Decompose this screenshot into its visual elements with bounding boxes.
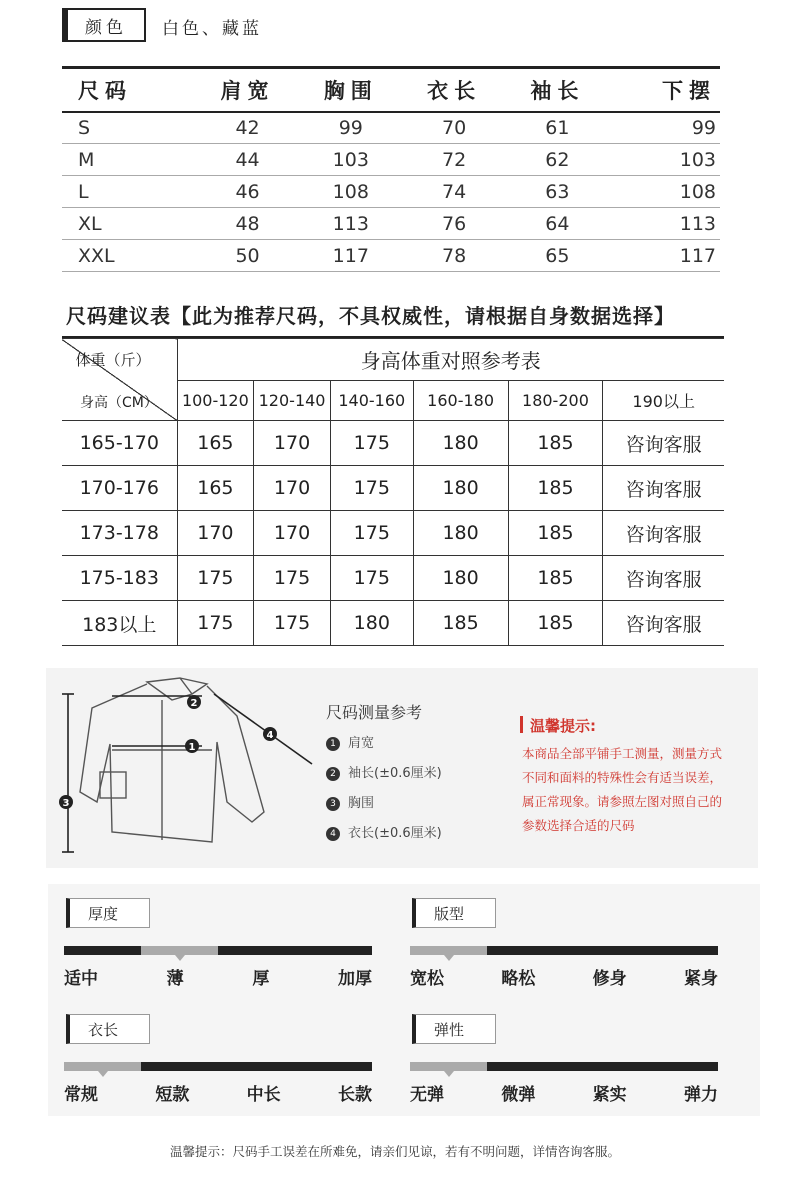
table-row [62, 601, 724, 646]
attr-options [410, 964, 718, 989]
table-cell: 50 [196, 240, 299, 272]
height-range: 165-170 [62, 421, 177, 466]
height-range: 183以上 [62, 601, 177, 646]
num-4-icon: 4 [326, 827, 340, 841]
table-cell: 180 [330, 601, 413, 646]
table-cell: 180 [413, 556, 508, 601]
table-cell: 185 [508, 511, 603, 556]
attr-option: 厚 [252, 969, 270, 989]
table-cell: 175 [330, 556, 413, 601]
header-hem: 下摆 [609, 68, 720, 112]
table-cell: 咨询客服 [603, 601, 724, 646]
table-row [62, 466, 724, 511]
diagram-num-3: 3 [62, 798, 70, 809]
num-1-icon: 1 [326, 737, 340, 751]
height-range: 173-178 [62, 511, 177, 556]
table-cell: 185 [508, 556, 603, 601]
table-cell: 180 [413, 511, 508, 556]
table-cell: 咨询客服 [603, 556, 724, 601]
attr-options [410, 1080, 718, 1105]
footer-note: 温馨提示：尺码手工误差在所难免，请亲们见谅，若有不明问题，详情咨询客服。 [169, 1144, 620, 1159]
attr-label: 衣长 [66, 1014, 150, 1044]
height-range: 175-183 [62, 556, 177, 601]
size-table [62, 66, 720, 272]
table-cell: 180 [413, 466, 508, 511]
table-cell: 165 [177, 466, 254, 511]
header-chest: 胸围 [299, 68, 402, 112]
attr-marker-icon [444, 1071, 454, 1077]
table-cell: 76 [402, 208, 505, 240]
table-cell: 咨询客服 [603, 511, 724, 556]
table-cell: 170 [177, 511, 254, 556]
table-cell: 65 [506, 240, 609, 272]
table-cell: XL [62, 208, 196, 240]
attr-marker-icon [444, 955, 454, 961]
table-row [62, 176, 720, 208]
attr-option: 宽松 [410, 969, 444, 989]
table-cell: 42 [196, 112, 299, 144]
table-row [62, 112, 720, 144]
table-row [62, 208, 720, 240]
table-cell: 117 [299, 240, 402, 272]
weight-range: 160-180 [413, 381, 508, 421]
attr-option: 薄 [166, 969, 184, 989]
attr-marker-icon [175, 955, 185, 961]
measure-item-4 [326, 822, 442, 841]
table-cell: 185 [413, 601, 508, 646]
attr-option: 微弹 [501, 1085, 536, 1105]
attr-option: 紧实 [592, 1085, 627, 1105]
table-cell: S [62, 112, 196, 144]
table-row [62, 240, 720, 272]
table-cell: 170 [254, 466, 331, 511]
table-row [62, 556, 724, 601]
table-cell: 175 [254, 556, 331, 601]
table-row [62, 421, 724, 466]
table-cell: 175 [330, 421, 413, 466]
attr-label: 弹性 [412, 1014, 496, 1044]
table-cell: 103 [299, 144, 402, 176]
table-cell: 175 [177, 556, 254, 601]
table-row [62, 511, 724, 556]
tip-bar [520, 716, 523, 733]
table-cell: 62 [506, 144, 609, 176]
table-cell: 175 [330, 511, 413, 556]
tip-title: 温馨提示: [530, 717, 596, 735]
weight-range: 120-140 [254, 381, 331, 421]
measure-title: 尺码测量参考 [326, 703, 423, 722]
tip-text: 本商品全部平铺手工测量，测量方式不同和面料的特殊性会有适当误差，属正常现象。请参照左图对照自己的参数选择合适的尺码 [522, 746, 723, 833]
table-cell: 108 [609, 176, 720, 208]
table-cell: 165 [177, 421, 254, 466]
color-value: 白色、藏蓝 [162, 19, 262, 39]
table-cell: XXL [62, 240, 196, 272]
attr-options [64, 1080, 372, 1105]
header-length: 衣长 [402, 68, 505, 112]
attr-selected-segment [141, 946, 218, 955]
color-label: 颜色 [62, 8, 146, 42]
table-cell: 99 [299, 112, 402, 144]
weight-range: 140-160 [330, 381, 413, 421]
measure-item-1 [326, 732, 374, 751]
attr-scale [64, 1062, 372, 1071]
table-cell: 185 [508, 421, 603, 466]
table-cell: 咨询客服 [603, 466, 724, 511]
attr-option: 修身 [592, 969, 627, 989]
attr-option: 加厚 [337, 969, 372, 989]
table-row [62, 144, 720, 176]
shirt-diagram-icon [52, 672, 322, 864]
measure-item-label: 袖长(±0.6厘米) [348, 766, 442, 781]
recommend-table [62, 338, 724, 646]
table-cell: 170 [254, 421, 331, 466]
table-cell: 咨询客服 [603, 421, 724, 466]
measure-item-3 [326, 792, 374, 811]
table-cell: 103 [609, 144, 720, 176]
table-cell: 70 [402, 112, 505, 144]
recommend-title: 尺码建议表【此为推荐尺码，不具权威性，请根据自身数据选择】 [66, 304, 675, 328]
attr-option: 适中 [64, 969, 98, 989]
diagram-num-1: 1 [188, 742, 196, 753]
attr-option: 紧身 [683, 969, 718, 989]
table-cell: 48 [196, 208, 299, 240]
table-cell: 185 [508, 601, 603, 646]
attr-option: 无弹 [410, 1085, 444, 1105]
num-3-icon: 3 [326, 797, 340, 811]
attr-scale [410, 946, 718, 955]
table-cell: 72 [402, 144, 505, 176]
num-2-icon: 2 [326, 767, 340, 781]
table-corner [62, 339, 177, 421]
attr-selected-segment [410, 1062, 487, 1071]
attr-option: 常规 [64, 1085, 98, 1105]
attr-option: 长款 [337, 1085, 372, 1105]
table-cell: 113 [609, 208, 720, 240]
weight-range: 190以上 [603, 381, 724, 421]
attr-scale [410, 1062, 718, 1071]
table-cell: 175 [254, 601, 331, 646]
table-cell: 117 [609, 240, 720, 272]
table-cell: 44 [196, 144, 299, 176]
table-cell: 113 [299, 208, 402, 240]
attr-selected-segment [410, 946, 487, 955]
diagram-num-2: 2 [190, 698, 198, 709]
header-sleeve: 袖长 [506, 68, 609, 112]
table-cell: 180 [413, 421, 508, 466]
attr-marker-icon [98, 1071, 108, 1077]
table-cell: 175 [330, 466, 413, 511]
attr-option: 略松 [501, 969, 536, 989]
table-cell: 108 [299, 176, 402, 208]
table-cell: 63 [506, 176, 609, 208]
measure-item-label: 衣长(±0.6厘米) [348, 826, 442, 841]
attr-scale [64, 946, 372, 955]
diagram-num-4: 4 [266, 730, 274, 741]
header-size: 尺码 [62, 68, 196, 112]
table-cell: 170 [254, 511, 331, 556]
table-cell: 46 [196, 176, 299, 208]
attr-label: 厚度 [66, 898, 150, 928]
table-cell: 175 [177, 601, 254, 646]
attr-option: 弹力 [683, 1085, 718, 1105]
table-cell: L [62, 176, 196, 208]
table-title: 身高体重对照参考表 [177, 339, 724, 381]
table-cell: 99 [609, 112, 720, 144]
measure-item-label: 肩宽 [348, 736, 375, 751]
measure-item-2 [326, 762, 442, 781]
table-cell: 78 [402, 240, 505, 272]
table-cell: 61 [506, 112, 609, 144]
height-label: 身高（CM） [80, 395, 158, 411]
attr-option: 短款 [155, 1085, 190, 1105]
height-range: 170-176 [62, 466, 177, 511]
table-cell: 64 [506, 208, 609, 240]
table-cell: M [62, 144, 196, 176]
attr-options [64, 964, 372, 989]
attr-label: 版型 [412, 898, 496, 928]
measure-item-label: 胸围 [348, 796, 375, 811]
table-cell: 74 [402, 176, 505, 208]
weight-range: 100-120 [177, 381, 254, 421]
attr-option: 中长 [246, 1085, 281, 1105]
table-cell: 185 [508, 466, 603, 511]
attr-selected-segment [64, 1062, 141, 1071]
header-shoulder: 肩宽 [196, 68, 299, 112]
weight-range: 180-200 [508, 381, 603, 421]
weight-label: 体重（斤） [75, 351, 151, 369]
